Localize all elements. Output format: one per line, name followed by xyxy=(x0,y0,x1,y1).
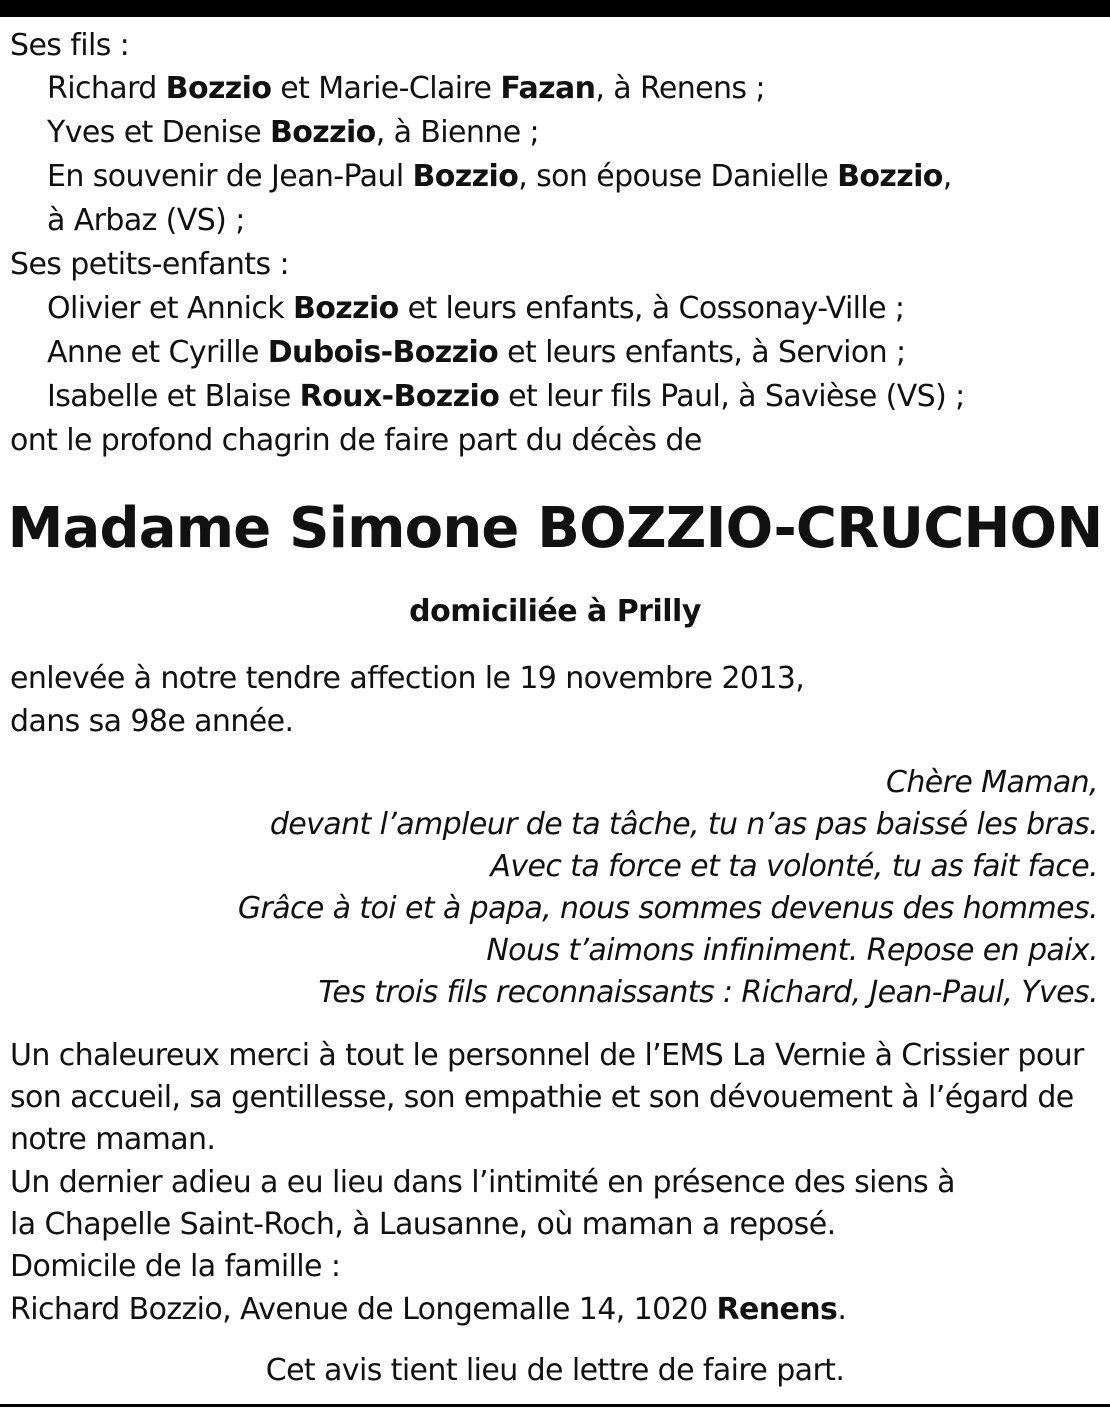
text-segment: Olivier et Annick xyxy=(47,291,293,326)
poem-signature: Tes trois fils reconnaissants : Richard, Jean-Paul, Yves. xyxy=(318,975,1098,1010)
son-line xyxy=(47,202,245,240)
poem-line: devant l’ampleur de ta tâche, tu n’as pas baissé les bras. xyxy=(269,807,1098,842)
text-segment: Yves et Denise xyxy=(47,115,270,150)
thanks-line: son accueil, sa gentillesse, son empathie et son dévouement à l’égard de xyxy=(10,1080,1074,1115)
family-name: Bozzio xyxy=(837,159,943,194)
thanks-line: notre maman. xyxy=(10,1122,216,1157)
text-segment: Isabelle et Blaise xyxy=(47,379,300,414)
text-segment: , à Renens ; xyxy=(595,71,765,106)
age-line: dans sa 98e année. xyxy=(10,704,294,739)
city-name: Renens xyxy=(716,1292,838,1327)
text-segment: . xyxy=(837,1292,847,1327)
grandchild-line xyxy=(47,290,904,328)
announcement-line: ont le profond chagrin de faire part du décès de xyxy=(10,423,702,458)
domicile-heading: Domicile de la famille : xyxy=(10,1249,341,1284)
text-segment: , à Bienne ; xyxy=(375,115,539,150)
family-name: Bozzio xyxy=(270,115,376,150)
bottom-rule xyxy=(0,1404,1110,1407)
text-segment: Anne et Cyrille xyxy=(47,335,268,370)
son-line xyxy=(47,158,952,196)
text-segment: à Arbaz (VS) ; xyxy=(47,203,245,238)
closing-line: Cet avis tient lieu de lettre de faire part. xyxy=(265,1353,845,1388)
text-segment: Richard xyxy=(47,71,166,106)
poem-line: Avec ta force et ta volonté, tu as fait face. xyxy=(490,849,1098,884)
text-segment: et leur fils Paul, à Savièse (VS) ; xyxy=(499,379,965,414)
thanks-line: Un chaleureux merci à tout le personnel de l’EMS La Vernie à Crissier pour xyxy=(10,1038,1084,1073)
family-name: Roux-Bozzio xyxy=(299,379,500,414)
family-name: Fazan xyxy=(500,71,596,106)
grandchildren-heading: Ses petits-enfants : xyxy=(10,247,289,282)
farewell-line: la Chapelle Saint-Roch, à Lausanne, où maman a reposé. xyxy=(10,1207,836,1242)
sons-heading: Ses fils : xyxy=(10,28,130,63)
poem-line: Grâce à toi et à papa, nous sommes devenus des hommes. xyxy=(237,891,1098,926)
text-segment: , son épouse Danielle xyxy=(518,159,838,194)
text-segment: Richard Bozzio, Avenue de Longemalle 14, 1020 xyxy=(10,1292,717,1327)
family-name: Bozzio xyxy=(292,291,399,326)
farewell-line: Un dernier adieu a eu lieu dans l’intimité en présence des siens à xyxy=(10,1165,955,1200)
grandchild-line xyxy=(47,378,965,416)
text-segment: et Marie-Claire xyxy=(271,71,501,106)
deceased-residence: domiciliée à Prilly xyxy=(409,594,701,629)
domicile-address xyxy=(10,1291,846,1329)
text-segment: , xyxy=(942,159,952,194)
poem-line: Chère Maman, xyxy=(886,765,1098,800)
grandchild-line xyxy=(47,334,906,372)
text-segment: En souvenir de Jean-Paul xyxy=(47,159,413,194)
text-segment: et leurs enfants, à Servion ; xyxy=(498,335,906,370)
family-name: Dubois-Bozzio xyxy=(267,335,499,370)
text-segment: et leurs enfants, à Cossonay-Ville ; xyxy=(398,291,905,326)
son-line xyxy=(47,70,765,108)
deceased-name: Madame Simone BOZZIO-CRUCHON xyxy=(7,496,1103,561)
son-line xyxy=(47,114,539,152)
family-name: Bozzio xyxy=(165,71,272,106)
family-name: Bozzio xyxy=(412,159,519,194)
death-date-line: enlevée à notre tendre affection le 19 novembre 2013, xyxy=(10,661,805,696)
poem-line: Nous t’aimons infiniment. Repose en paix. xyxy=(486,933,1098,968)
